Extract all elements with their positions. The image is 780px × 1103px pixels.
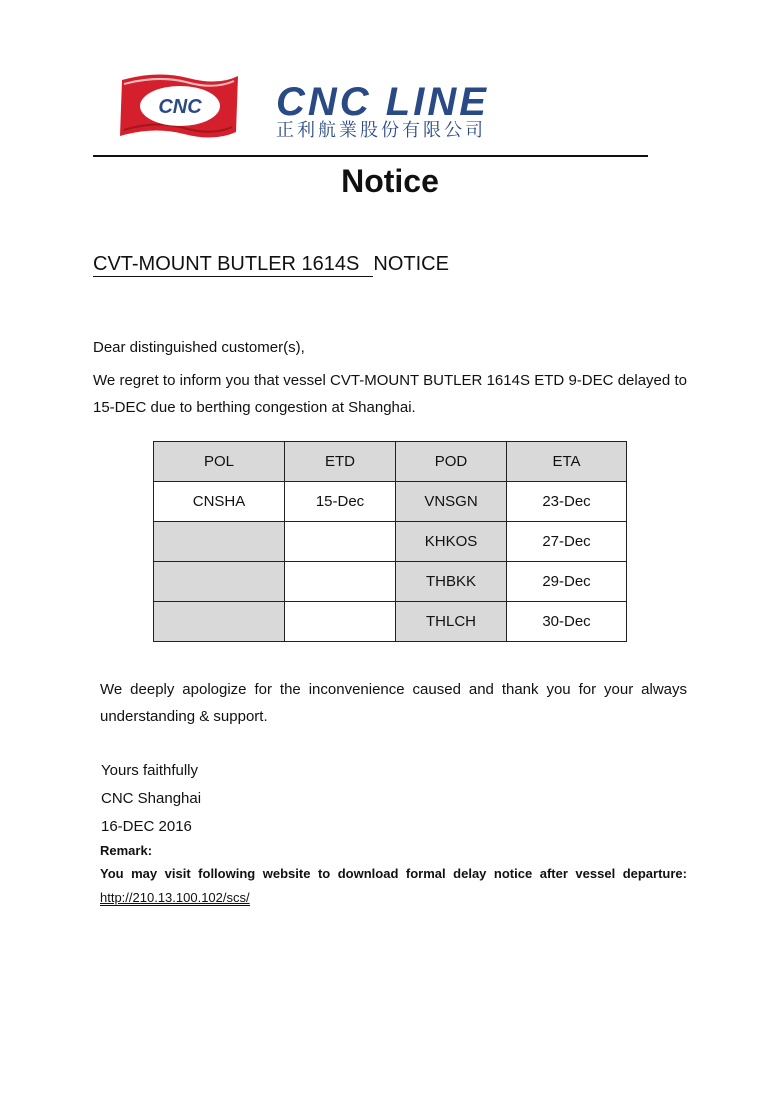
apology-paragraph: We deeply apologize for the inconvenience caused and thank you for your always understanding & support. [100,681,687,725]
cell-eta: 27-Dec [507,522,627,562]
sender-name: CNC Shanghai [101,790,202,807]
remark-label: Remark: [100,843,153,858]
remark-text: You may visit following website to download formal delay notice after vessel departure: [100,866,687,881]
notice-subject [93,253,449,277]
subject-word: NOTICE [373,253,449,275]
cell-etd [285,602,396,642]
header-divider [93,155,648,157]
cell-pod: VNSGN [396,482,507,522]
brand-chinese-name: 正利航業股份有限公司 [276,120,486,141]
header-pod: POD [396,442,507,482]
cell-pol [154,562,285,602]
cell-eta: 30-Dec [507,602,627,642]
cell-etd [285,522,396,562]
closing-line: Yours faithfully [101,762,199,779]
cell-eta: 23-Dec [507,482,627,522]
greeting: Dear distinguished customer(s), [93,339,305,356]
download-link[interactable]: http://210.13.100.102/scs/ [100,890,250,905]
header-etd: ETD [285,442,396,482]
cell-pol [154,602,285,642]
cell-pod: THBKK [396,562,507,602]
cell-etd [285,562,396,602]
cell-pol [154,522,285,562]
table-row [154,522,627,562]
cell-etd: 15-Dec [285,482,396,522]
header-eta: ETA [507,442,627,482]
cell-pol: CNSHA [154,482,285,522]
company-logo [118,64,648,144]
table-row [154,562,627,602]
subject-vessel: CVT-MOUNT BUTLER 1614S [93,253,373,277]
notice-date: 16-DEC 2016 [101,818,192,835]
brand-name: CNC LINE [276,80,489,124]
cnc-flag-logo [118,70,240,142]
page-title: Notice [341,163,439,199]
table-header-row [154,442,627,482]
cell-eta: 29-Dec [507,562,627,602]
cell-pod: THLCH [396,602,507,642]
cell-pod: KHKOS [396,522,507,562]
table-row [154,602,627,642]
header-pol: POL [154,442,285,482]
table-row [154,482,627,522]
delay-paragraph: We regret to inform you that vessel CVT-MOUNT BUTLER 1614S ETD 9-DEC delayed to 15-DEC due to berthing congestion at Shanghai. [93,372,687,416]
schedule-table [153,441,627,642]
logo-badge-text: CNC [158,96,202,118]
